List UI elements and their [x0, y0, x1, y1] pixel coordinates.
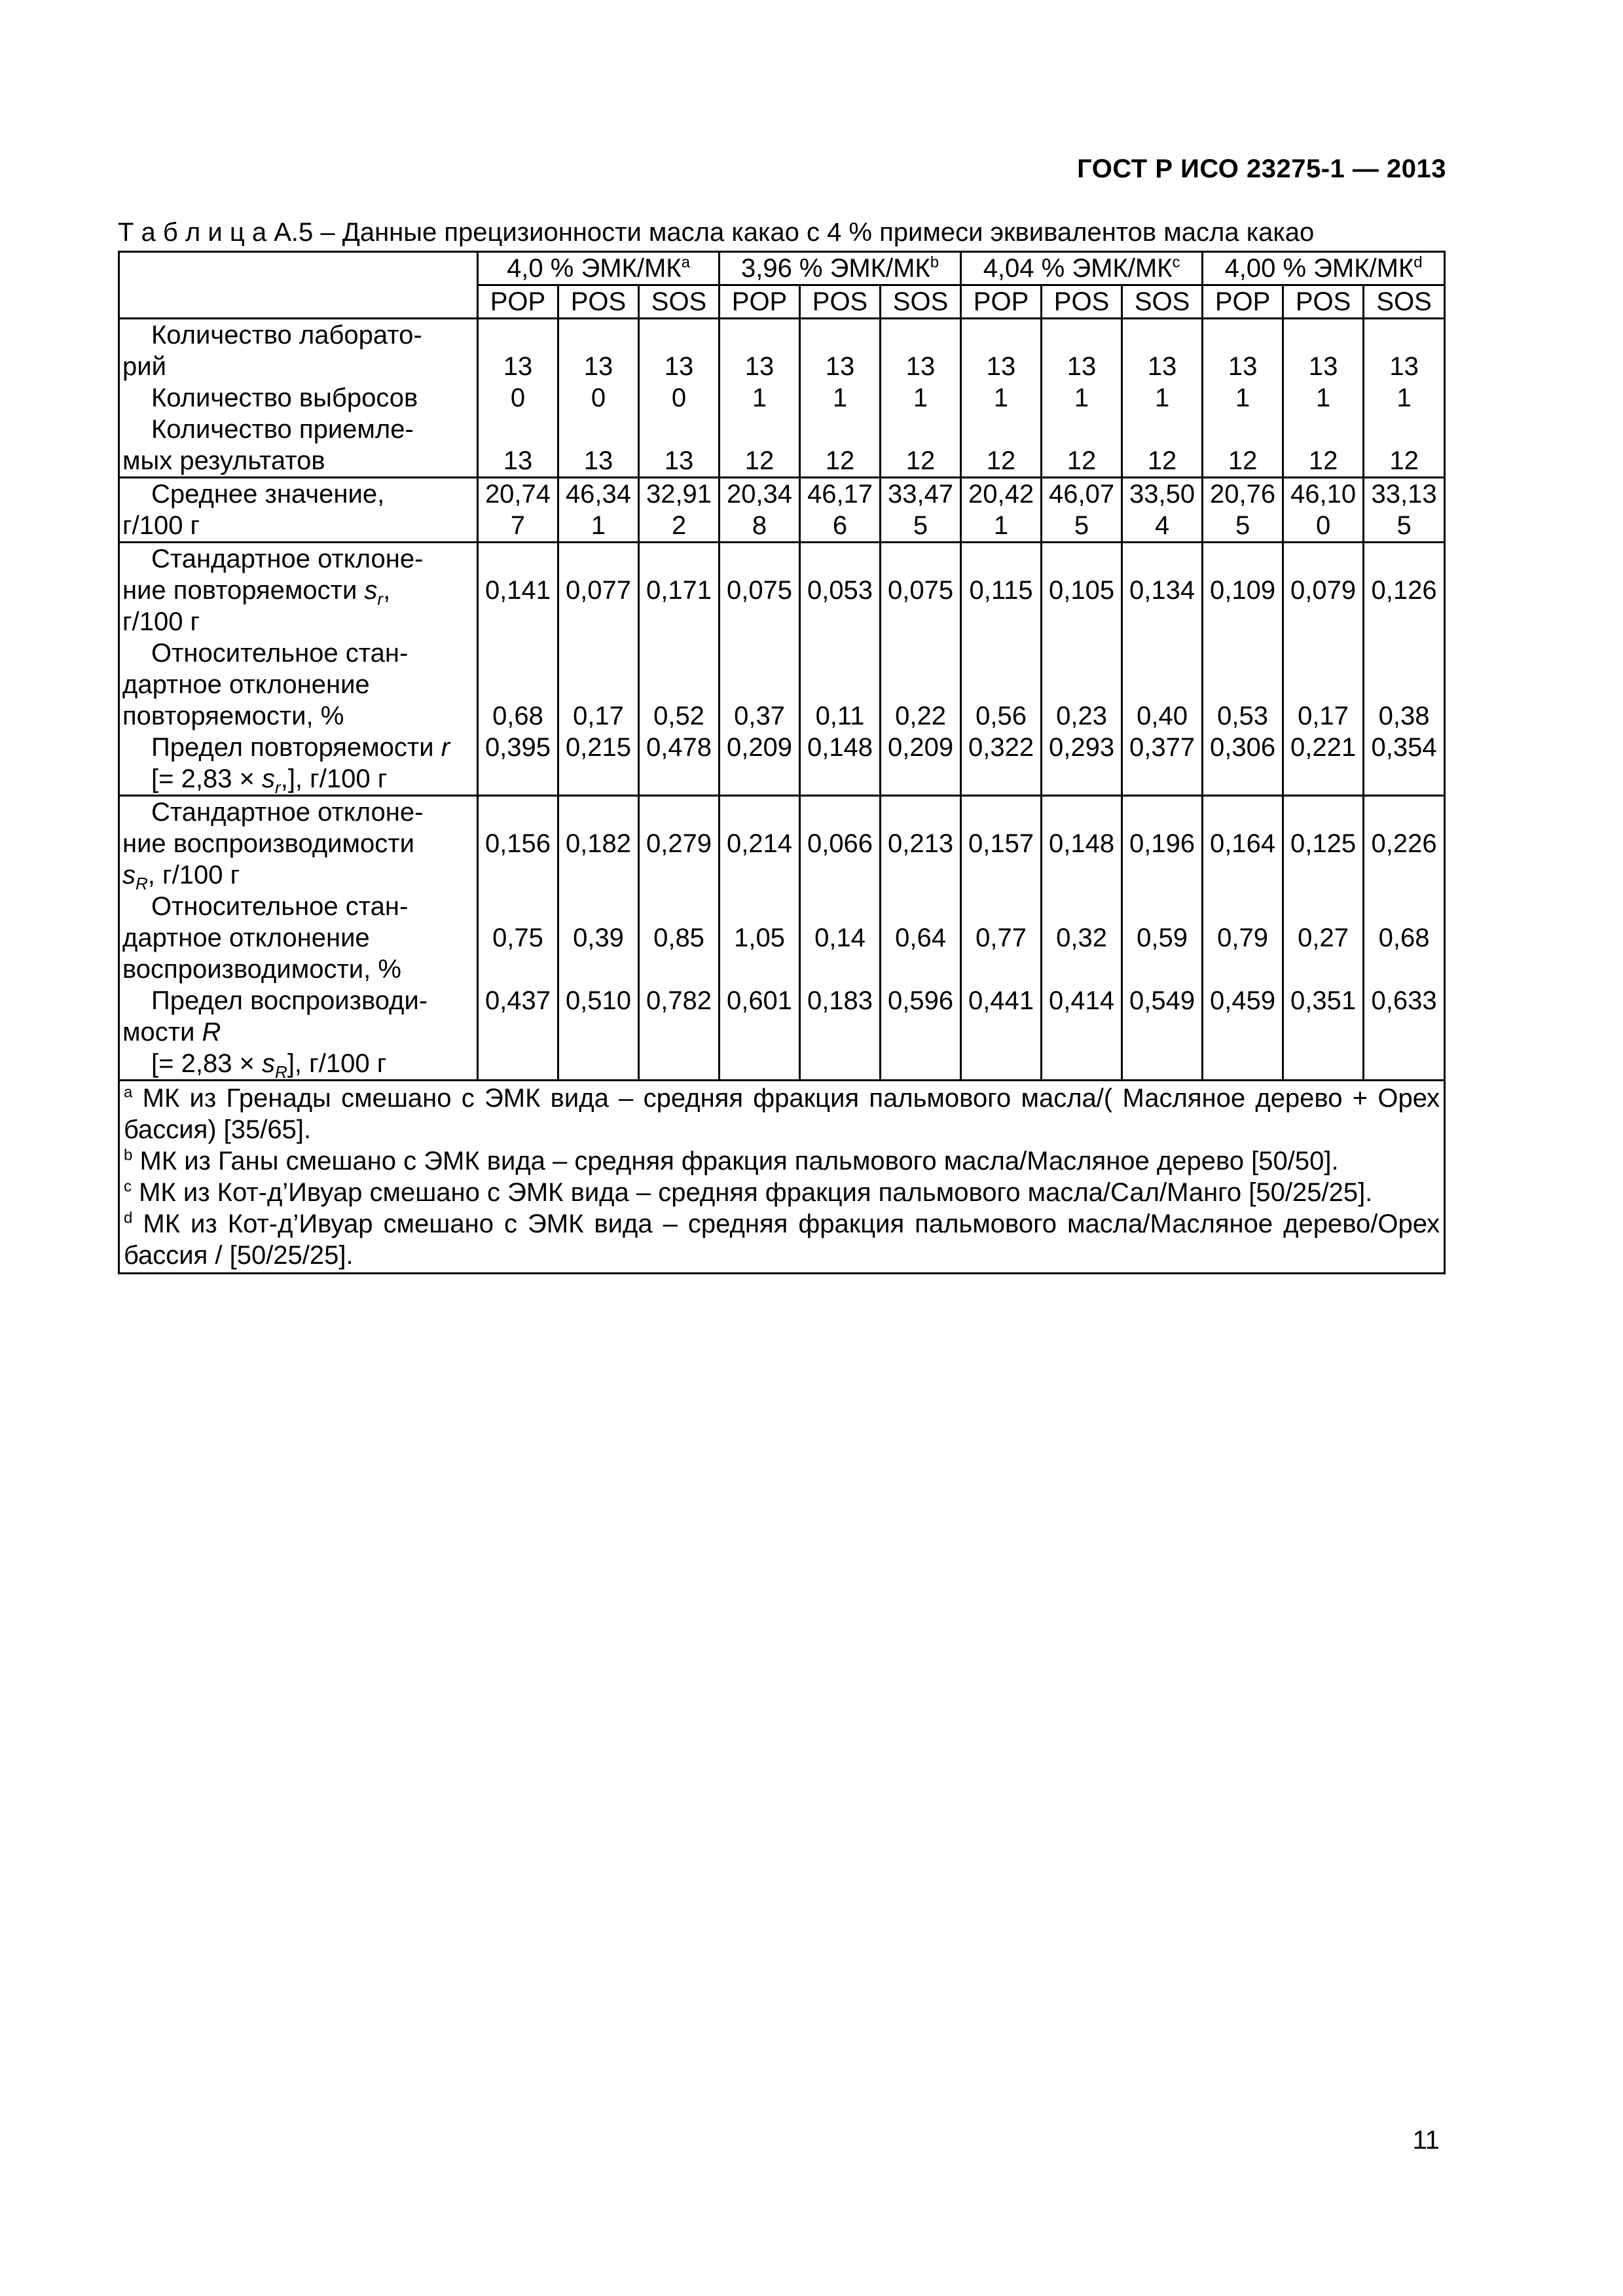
R-value: 0,414: [1048, 986, 1115, 1015]
r-value: 0,322: [968, 733, 1034, 762]
mean-value-bottom: 0: [1315, 511, 1331, 540]
reproducibility-cell: [1364, 796, 1445, 1081]
sr-label-line: Стандартное отклоне-: [151, 545, 424, 573]
R-value: 0,437: [484, 986, 551, 1015]
outliers-value: 0: [510, 384, 526, 412]
footnote: [124, 1145, 1440, 1177]
footnote-text: МК из Кот-д’Ивуар смешано с ЭМК вида – средняя фракция пальмового масла/Сал/Манго [50/25/25].: [132, 1178, 1373, 1207]
reproducibility-cell: [1283, 796, 1364, 1081]
outliers-value: 1: [1074, 384, 1089, 412]
sr-value: 0,141: [484, 576, 551, 605]
mean-value-bottom: 1: [591, 511, 606, 540]
accepted-label-line: мых результатов: [122, 446, 325, 475]
sr-value: 0,079: [1290, 576, 1357, 605]
mean-value-top: 20,42: [968, 480, 1034, 509]
r-symbol: r: [441, 733, 450, 762]
rsdR-label-line: дартное отклонение: [122, 924, 370, 952]
rsdr-value: 0,53: [1217, 702, 1268, 730]
mean-value-bottom: 2: [671, 511, 687, 540]
accepted-value: 13: [583, 446, 613, 475]
mean-cell: [558, 478, 639, 543]
counts-cell: [1042, 319, 1122, 478]
subcol-header: POS: [1042, 285, 1122, 319]
group-header-sup: c: [1172, 253, 1180, 272]
subcol-header: SOS: [1122, 285, 1203, 319]
accepted-value: 12: [1228, 446, 1258, 475]
outliers-value: 1: [1396, 384, 1412, 412]
mean-value-bottom: 5: [913, 511, 928, 540]
repeatability-cell: [1283, 543, 1364, 796]
row-label-reproducibility: [119, 796, 478, 1081]
group-header-sup: a: [681, 253, 690, 272]
counts-cell: [478, 319, 558, 478]
sR-value: 0,213: [887, 829, 954, 858]
labs-value: 13: [503, 352, 533, 381]
r-value: 0,221: [1290, 733, 1357, 762]
repeatability-cell: [881, 543, 961, 796]
labs-label-line: рий: [122, 352, 166, 381]
subcol-header: POS: [800, 285, 881, 319]
reproducibility-cell: [639, 796, 720, 1081]
sR-value: 0,164: [1210, 829, 1276, 858]
mean-value-top: 33,47: [887, 480, 954, 509]
table-caption-text: – Данные прецизионности масла какао с 4 % примеси эквивалентов масла какао: [313, 218, 1315, 247]
labs-value: 13: [825, 352, 855, 381]
reproducibility-cell: [478, 796, 558, 1081]
reproducibility-cell: [800, 796, 881, 1081]
mean-cell: [1122, 478, 1203, 543]
accepted-label-line: Количество приемле-: [151, 415, 414, 444]
sr-value: 0,075: [887, 576, 954, 605]
precision-table-container: [118, 251, 1443, 1274]
sr-label-line: [122, 575, 474, 609]
mean-value-top: 46,10: [1290, 480, 1357, 509]
rsdR-value: 0,79: [1217, 924, 1268, 952]
labs-value: 13: [1308, 352, 1338, 381]
R-label-text: мости: [122, 1018, 202, 1047]
group-header: [478, 252, 720, 285]
sR-label-line: ние воспроизводимости: [122, 829, 414, 858]
accepted-value: 12: [1389, 446, 1419, 475]
mean-value-top: 20,76: [1210, 480, 1276, 509]
r-value: 0,215: [565, 733, 632, 762]
mean-value-bottom: 1: [993, 511, 1009, 540]
rsdR-value: 1,05: [734, 924, 785, 952]
mean-label-line: Среднее значение,: [151, 480, 385, 509]
R-value: 0,510: [565, 986, 632, 1015]
labs-value: 13: [1067, 352, 1097, 381]
sr-value: 0,077: [565, 576, 632, 605]
accepted-value: 12: [986, 446, 1016, 475]
mean-value-top: 32,91: [646, 480, 712, 509]
r-formula-end: ,], г/100 г: [280, 764, 388, 793]
sr-value: 0,109: [1210, 576, 1276, 605]
repeatability-cell: [558, 543, 639, 796]
sR-subscript: R: [136, 874, 148, 893]
outliers-value: 1: [1235, 384, 1250, 412]
reproducibility-cell: [961, 796, 1042, 1081]
subcol-header: POS: [558, 285, 639, 319]
mean-value-top: 20,34: [726, 480, 793, 509]
r-value: 0,209: [726, 733, 793, 762]
mean-value-top: 33,13: [1371, 480, 1437, 509]
outliers-value: 1: [1154, 384, 1170, 412]
group-header-sup: d: [1413, 253, 1423, 272]
group-header-label: 3,96 % ЭМК/МК: [740, 254, 930, 283]
counts-cell: [1203, 319, 1283, 478]
r-value: 0,209: [887, 733, 954, 762]
labs-value: 13: [744, 352, 775, 381]
mean-value-top: 33,50: [1129, 480, 1195, 509]
mean-cell: [1283, 478, 1364, 543]
sr-value: 0,134: [1129, 576, 1195, 605]
R-value: 0,441: [968, 986, 1034, 1015]
subcol-header: POP: [1203, 285, 1283, 319]
labs-value: 13: [986, 352, 1016, 381]
sr-label-line: г/100 г: [122, 607, 200, 636]
r-value: 0,148: [807, 733, 873, 762]
footnote-mark: c: [124, 1177, 132, 1196]
accepted-value: 12: [1147, 446, 1177, 475]
group-header: [720, 252, 961, 285]
subcol-header: POP: [720, 285, 800, 319]
outliers-value: 1: [1315, 384, 1331, 412]
group-header-label: 4,00 % ЭМК/МК: [1224, 254, 1414, 283]
page-number: 11: [1412, 2126, 1440, 2155]
labs-value: 13: [1147, 352, 1177, 381]
mean-value-bottom: 7: [510, 511, 526, 540]
R-value: 0,601: [726, 986, 793, 1015]
outliers-value: 1: [832, 384, 848, 412]
rsdR-value: 0,68: [1378, 924, 1430, 952]
sR-value: 0,182: [565, 829, 632, 858]
subcol-header: POP: [478, 285, 558, 319]
sr-value: 0,053: [807, 576, 873, 605]
rsdR-value: 0,32: [1056, 924, 1107, 952]
rsdr-value: 0,17: [573, 702, 624, 730]
reproducibility-cell: [558, 796, 639, 1081]
footnote: [124, 1208, 1440, 1271]
repeatability-cell: [1364, 543, 1445, 796]
counts-cell: [639, 319, 720, 478]
footnote-mark: d: [124, 1209, 133, 1227]
R-value: 0,459: [1210, 986, 1276, 1015]
counts-cell: [800, 319, 881, 478]
r-formula-symbol: s: [262, 764, 276, 793]
sR-value: 0,148: [1048, 829, 1115, 858]
accepted-value: 13: [664, 446, 694, 475]
group-header: [1203, 252, 1445, 285]
mean-value-top: 46,17: [807, 480, 873, 509]
rsdr-value: 0,68: [492, 702, 543, 730]
repeatability-cell: [1042, 543, 1122, 796]
mean-value-bottom: 8: [752, 511, 767, 540]
repeatability-cell: [1122, 543, 1203, 796]
mean-cell: [800, 478, 881, 543]
group-header: [961, 252, 1203, 285]
sr-value: 0,115: [969, 576, 1033, 605]
rsdr-value: 0,17: [1298, 702, 1349, 730]
r-value: 0,395: [484, 733, 551, 762]
sR-label-line: [122, 859, 474, 891]
mean-cell: [1364, 478, 1445, 543]
sR-value: 0,279: [646, 829, 712, 858]
footnotes-cell: [119, 1081, 1445, 1274]
r-value: 0,306: [1210, 733, 1276, 762]
repeatability-cell: [720, 543, 800, 796]
R-value: 0,183: [807, 986, 873, 1015]
mean-value-top: 20,74: [484, 480, 551, 509]
sR-value: 0,156: [484, 829, 551, 858]
rsdR-value: 0,27: [1298, 924, 1349, 952]
rsdr-value: 0,56: [976, 702, 1027, 730]
sr-value: 0,075: [726, 576, 793, 605]
rsdR-value: 0,85: [653, 924, 704, 952]
sR-value: 0,157: [968, 829, 1034, 858]
sR-label-line: Стандартное отклоне-: [151, 798, 424, 827]
counts-cell: [1364, 319, 1445, 478]
rsdr-value: 0,11: [815, 702, 865, 730]
outliers-value: 1: [752, 384, 767, 412]
rsdR-value: 0,75: [492, 924, 543, 952]
footnote: [124, 1083, 1440, 1145]
accepted-value: 12: [905, 446, 936, 475]
counts-cell: [1283, 319, 1364, 478]
rsdr-label-line: повторяемости, %: [122, 702, 344, 730]
rsdR-value: 0,59: [1137, 924, 1188, 952]
r-label-line: [122, 763, 474, 795]
R-value: 0,633: [1371, 986, 1437, 1015]
counts-cell: [881, 319, 961, 478]
rsdR-value: 0,39: [573, 924, 624, 952]
sR-unit: , г/100 г: [147, 861, 240, 889]
reproducibility-cell: [1203, 796, 1283, 1081]
labs-value: 13: [664, 352, 694, 381]
mean-cell: [1042, 478, 1122, 543]
outliers-value: 0: [591, 384, 606, 412]
mean-label-line: г/100 г: [122, 511, 200, 540]
reproducibility-cell: [881, 796, 961, 1081]
sr-symbol: s: [364, 576, 378, 605]
rsdr-label-line: Относительное стан-: [151, 639, 409, 668]
rsdr-value: 0,52: [653, 702, 704, 730]
counts-cell: [720, 319, 800, 478]
outliers-value: 0: [671, 384, 687, 412]
R-value: 0,549: [1129, 986, 1195, 1015]
header-row-groups: [119, 252, 1445, 285]
r-value: 0,478: [646, 733, 712, 762]
accepted-value: 12: [825, 446, 855, 475]
reproducibility-cell: [1122, 796, 1203, 1081]
rsdR-value: 0,77: [976, 924, 1027, 952]
rsdr-value: 0,23: [1056, 702, 1107, 730]
labs-value: 13: [583, 352, 613, 381]
subcol-header: SOS: [881, 285, 961, 319]
labs-value: 13: [1228, 352, 1258, 381]
counts-cell: [961, 319, 1042, 478]
row-label-repeatability: [119, 543, 478, 796]
rsdR-value: 0,64: [895, 924, 946, 952]
r-label-line: [122, 732, 474, 763]
footnote-text: МК из Гренады смешано с ЭМК вида – средняя фракция пальмового масла/( Масляное дерево + Орех бассия) [35/65].: [124, 1084, 1440, 1144]
r-value: 0,354: [1371, 733, 1437, 762]
r-formula-start: [= 2,83 ×: [151, 764, 263, 793]
table-row-footnotes: [119, 1081, 1445, 1274]
table-row-counts: [119, 319, 1445, 478]
R-value: 0,351: [1290, 986, 1357, 1015]
R-label-line: [122, 1048, 474, 1082]
subcol-header: SOS: [1364, 285, 1445, 319]
row-label-mean: [119, 478, 478, 543]
rsdR-label-line: воспроизводимости, %: [122, 955, 401, 984]
footnote: [124, 1177, 1440, 1208]
reproducibility-cell: [720, 796, 800, 1081]
rsdr-value: 0,22: [895, 702, 946, 730]
repeatability-cell: [1203, 543, 1283, 796]
group-header-label: 4,0 % ЭМК/МК: [507, 254, 682, 283]
R-formula-symbol: s: [262, 1049, 276, 1078]
R-label-line: Предел воспроизводи-: [151, 986, 428, 1015]
R-symbol: R: [202, 1018, 221, 1047]
R-formula-end: ], г/100 г: [287, 1049, 387, 1078]
sr-comma: ,: [383, 576, 391, 605]
repeatability-cell: [961, 543, 1042, 796]
footnote-mark: b: [124, 1146, 133, 1164]
rsdR-label-line: Относительное стан-: [151, 892, 409, 921]
row-label-counts: [119, 319, 478, 478]
repeatability-cell: [639, 543, 720, 796]
table-caption-prefix: Т а б л и ц а А.5: [118, 218, 314, 247]
footnote-text: МК из Кот-д’Ивуар смешано с ЭМК вида – средняя фракция пальмового масла/Масляное дерево/Орех бассия / [50/25/25].: [124, 1210, 1440, 1270]
outliers-label: Количество выбросов: [151, 384, 418, 412]
repeatability-cell: [800, 543, 881, 796]
subcol-header: POP: [961, 285, 1042, 319]
labs-value: 13: [905, 352, 936, 381]
sR-symbol: s: [122, 861, 136, 889]
group-header-label: 4,04 % ЭМК/МК: [983, 254, 1173, 283]
header-empty-cell: [119, 252, 478, 319]
rsdr-value: 0,38: [1378, 702, 1430, 730]
table-row-repeatability: [119, 543, 1445, 796]
mean-value-bottom: 5: [1396, 511, 1412, 540]
sR-value: 0,214: [726, 829, 793, 858]
repeatability-cell: [478, 543, 558, 796]
sR-value: 0,226: [1371, 829, 1437, 858]
sR-value: 0,066: [807, 829, 873, 858]
mean-value-top: 46,34: [565, 480, 632, 509]
subcol-header: SOS: [639, 285, 720, 319]
r-value: 0,293: [1048, 733, 1115, 762]
mean-value-top: 46,07: [1048, 480, 1115, 509]
group-header-sup: b: [930, 253, 939, 272]
subcol-header: POS: [1283, 285, 1364, 319]
mean-value-bottom: 4: [1154, 511, 1170, 540]
rsdr-value: 0,40: [1137, 702, 1188, 730]
mean-cell: [1203, 478, 1283, 543]
sr-value: 0,171: [646, 576, 712, 605]
mean-cell: [881, 478, 961, 543]
rsdr-label-line: дартное отклонение: [122, 670, 370, 699]
r-label-text: Предел повторяемости: [151, 733, 441, 762]
sR-value: 0,196: [1129, 829, 1195, 858]
accepted-value: 12: [744, 446, 775, 475]
mean-cell: [720, 478, 800, 543]
sr-subscript: r: [377, 589, 384, 609]
sr-value: 0,126: [1371, 576, 1437, 605]
accepted-value: 12: [1308, 446, 1338, 475]
mean-cell: [639, 478, 720, 543]
rsdR-value: 0,14: [814, 924, 866, 952]
reproducibility-cell: [1042, 796, 1122, 1081]
mean-value-bottom: 6: [832, 511, 848, 540]
mean-value-bottom: 5: [1235, 511, 1250, 540]
document-header: ГОСТ Р ИСО 23275-1 — 2013: [1077, 154, 1446, 183]
R-formula-start: [= 2,83 ×: [151, 1049, 263, 1078]
outliers-value: 1: [913, 384, 928, 412]
R-label-line: [122, 1016, 474, 1048]
footnote-text: МК из Ганы смешано с ЭМК вида – средняя фракция пальмового масла/Масляное дерево [50/50].: [132, 1147, 1339, 1175]
footnote-mark: a: [124, 1083, 133, 1102]
R-value: 0,782: [646, 986, 712, 1015]
table-row-mean: [119, 478, 1445, 543]
labs-value: 13: [1389, 352, 1419, 381]
R-formula-subscript: R: [275, 1062, 287, 1082]
sR-value: 0,125: [1290, 829, 1357, 858]
table-row-reproducibility: [119, 796, 1445, 1081]
outliers-value: 1: [993, 384, 1009, 412]
r-formula-subscript: r: [275, 778, 281, 797]
mean-cell: [961, 478, 1042, 543]
rsdr-value: 0,37: [734, 702, 785, 730]
R-value: 0,596: [887, 986, 954, 1015]
sr-label-text: ние повторяемости: [122, 576, 365, 605]
mean-value-bottom: 5: [1074, 511, 1089, 540]
precision-table: [118, 251, 1446, 1274]
mean-cell: [478, 478, 558, 543]
accepted-value: 12: [1067, 446, 1097, 475]
accepted-value: 13: [503, 446, 533, 475]
sr-value: 0,105: [1048, 576, 1115, 605]
table-caption: [118, 218, 1314, 247]
counts-cell: [1122, 319, 1203, 478]
labs-label-line: Количество лаборато-: [151, 321, 422, 350]
r-value: 0,377: [1129, 733, 1195, 762]
counts-cell: [558, 319, 639, 478]
